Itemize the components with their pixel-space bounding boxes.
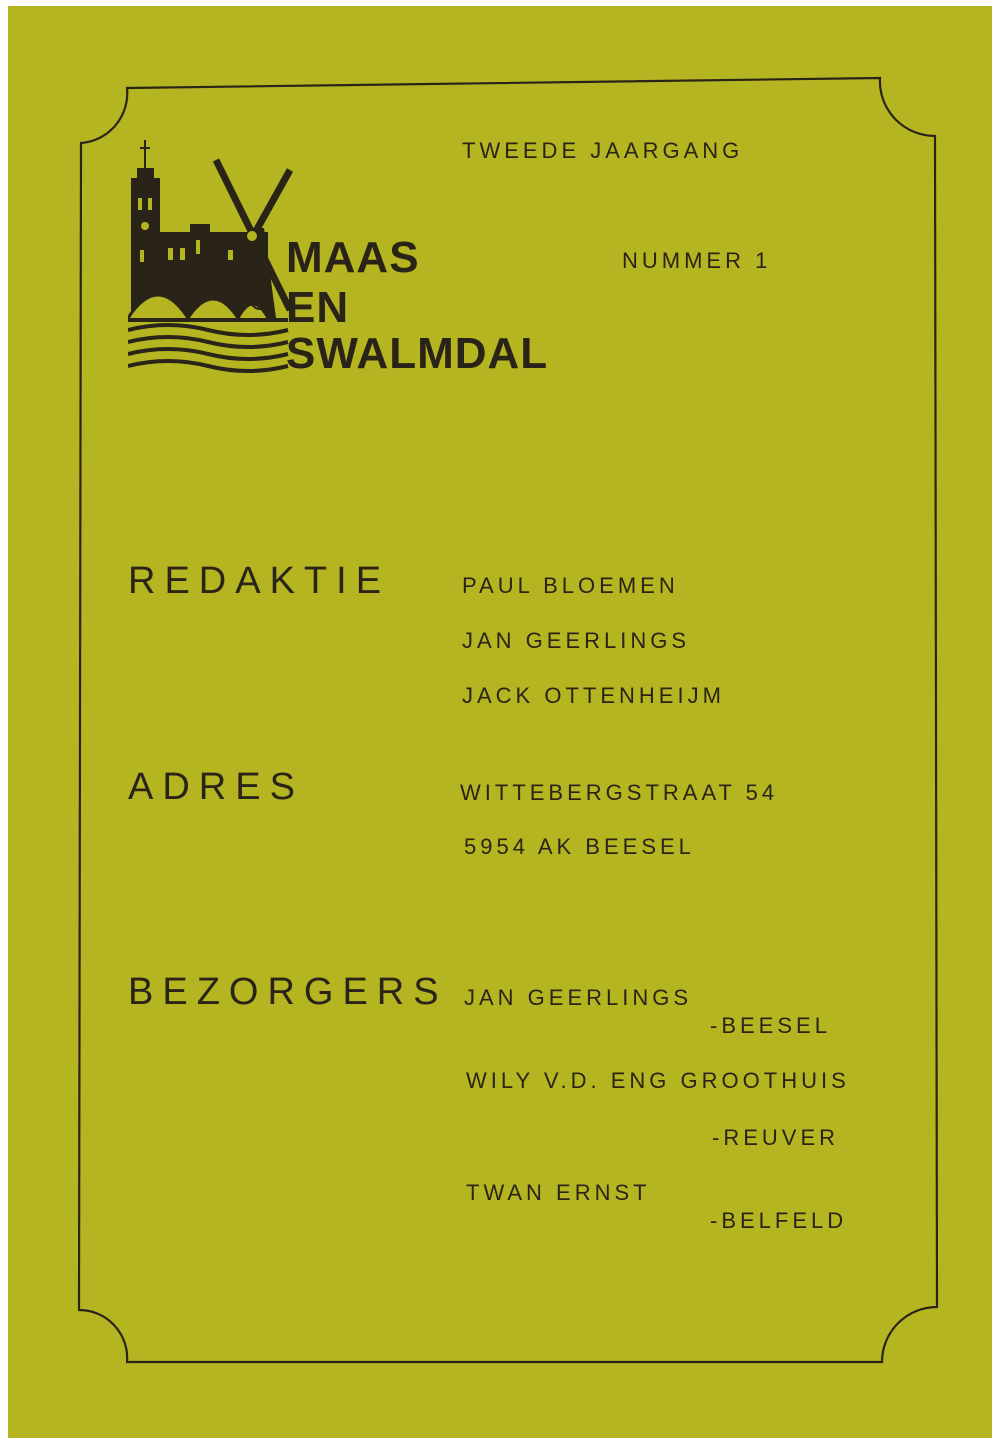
- logo-word-en: EN: [286, 283, 350, 332]
- bezorger-name: WILY V.D. ENG GROOTHUIS: [466, 1068, 850, 1093]
- adres-street: WITTEBERGSTRAAT 54: [460, 780, 779, 805]
- redaktie-heading: REDAKTIE: [128, 560, 391, 602]
- logo-word-maas: MAAS: [286, 233, 420, 282]
- nummer-label: NUMMER 1: [622, 248, 772, 273]
- redaktie-name: JACK OTTENHEIJM: [462, 683, 725, 708]
- redaktie-name: JAN GEERLINGS: [462, 628, 691, 653]
- logo-word-swalmdal: SWALMDAL: [286, 329, 549, 378]
- bezorger-name: JAN GEERLINGS: [464, 985, 693, 1010]
- redaktie-name: PAUL BLOEMEN: [462, 573, 679, 598]
- adres-heading: ADRES: [128, 766, 304, 808]
- logo-illustration: [128, 140, 298, 375]
- bezorger-place: -BELFELD: [710, 1208, 848, 1233]
- bezorgers-heading: BEZORGERS: [128, 971, 448, 1013]
- bezorger-place: -BEESEL: [710, 1013, 831, 1038]
- jaargang-label: TWEEDE JAARGANG: [462, 138, 744, 163]
- adres-postcode: 5954 AK BEESEL: [464, 834, 695, 859]
- bezorger-name: TWAN ERNST: [466, 1180, 651, 1205]
- bezorger-place: -REUVER: [712, 1125, 840, 1150]
